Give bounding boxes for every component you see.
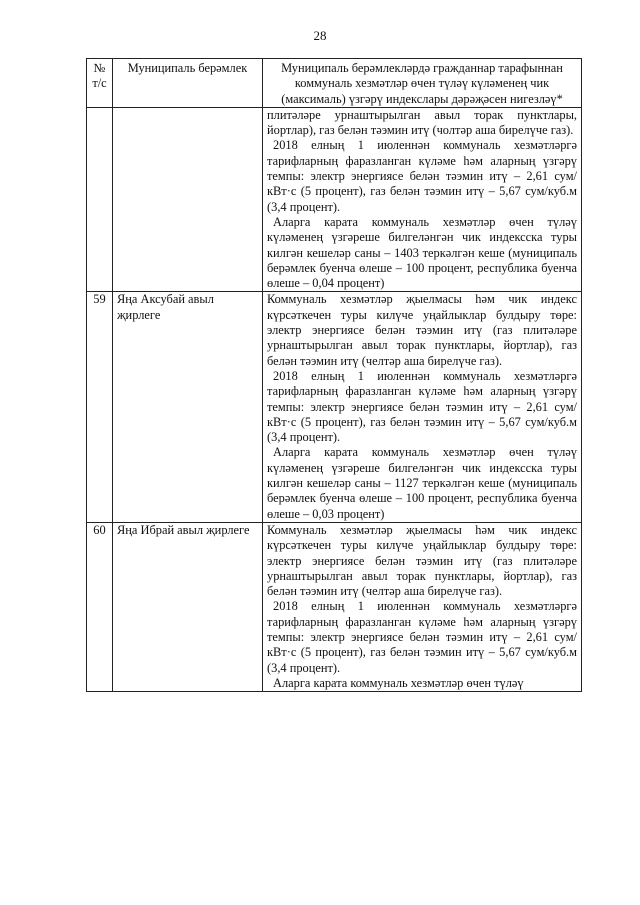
row-paragraph: Аларга карата коммуналь хезмәтләр өчен түләү күләменең үзгәреше билгеләнгән чик индексска туры килгән кешеләр саны – 1403 теркәлгән кеше (муниципаль берәмлек буенча өлеше – 100 процент, республика буенча өлеше – 0,04 процент) bbox=[267, 214, 577, 291]
row-paragraph: Коммуналь хезмәтләр җыелмасы һәм чик индекс күрсәткечен туры килүче уңайлыклар булдыру төре: электр энергиясе белән тәэмин итү (газ плитәләре урнаштырылган авыл торак пунктлары, йортлар), газ белән тәэмин итү (челтәр аша бирелүче газ). bbox=[267, 292, 577, 368]
row-number: 60 bbox=[87, 522, 113, 691]
table-row bbox=[87, 522, 582, 691]
table-row bbox=[87, 107, 582, 292]
row-description bbox=[263, 292, 582, 522]
utility-index-table bbox=[86, 58, 582, 692]
table-header-row bbox=[87, 59, 582, 108]
row-description bbox=[263, 107, 582, 292]
page-number: 28 bbox=[313, 28, 327, 43]
row-number: 59 bbox=[87, 292, 113, 522]
row-description bbox=[263, 522, 582, 691]
row-municipality: Яңа Ибрай авыл җирлеге bbox=[113, 522, 263, 691]
row-municipality: Яңа Аксубай авыл җирлеге bbox=[113, 292, 263, 522]
row-municipality bbox=[113, 107, 263, 292]
row-number bbox=[87, 107, 113, 292]
row-paragraph: Аларга карата коммуналь хезмәтләр өчен түләү күләменең үзгәреше билгеләнгән чик индексска туры килгән кешеләр саны – 1127 теркәлгән кеше (муниципаль берәмлек буенча өлеше – 100 процент, республика буенча өлеше – 0,03 процент) bbox=[267, 445, 577, 521]
header-municipality: Муниципаль берәмлек bbox=[113, 59, 263, 108]
row-paragraph: Коммуналь хезмәтләр җыелмасы һәм чик индекс күрсәткечен туры килүче уңайлыклар булдыру төре: электр энергиясе белән тәэмин итү (газ плитәләре урнаштырылган авыл торак пунктлары, йортлар), газ белән тәэмин итү (челтәр аша бирелүче газ). bbox=[267, 522, 577, 599]
header-justification: Муниципаль берәмлекләрдә гражданнар тарафыннан коммуналь хезмәтләр өчен түләү күләменең чик (максималь) үзгәрү индекслары дәрәҗәсен нигезләү* bbox=[263, 59, 582, 108]
row-paragraph: Аларга карата коммуналь хезмәтләр өчен түләү bbox=[273, 675, 524, 690]
header-number: № т/с bbox=[87, 59, 113, 108]
row-paragraph: 2018 елның 1 июленнән коммуналь хезмәтләргә тарифларның фаразланган күләме һәм аларның үзгәрү темпы: электр энергиясе белән тәэмин итү – 2,61 сум/кВт·с (5 процент), газ белән тәэмин итү – 5,67 сум/куб.м (3,4 процент). bbox=[267, 138, 577, 214]
row-paragraph: плитәләре урнаштырылган авыл торак пунктлары, йортлар), газ белән тәэмин итү (чолтәр аша бирелүче газ). bbox=[267, 107, 577, 138]
row-paragraph: 2018 елның 1 июленнән коммуналь хезмәтләргә тарифларның фаразланган күләме һәм аларның үзгәрү темпы: электр энергиясе белән тәэмин итү – 2,61 сум/кВт·с (5 процент), газ белән тәэмин итү – 5,67 сум/куб.м (3,4 процент). bbox=[267, 368, 577, 445]
row-paragraph: 2018 елның 1 июленнән коммуналь хезмәтләргә тарифларның фаразланган күләме һәм аларның үзгәрү темпы: электр энергиясе белән тәэмин итү – 2,61 сум/кВт·с (5 процент), газ белән тәэмин итү – 5,67 сум/куб.м (3,4 процент). bbox=[267, 599, 577, 675]
table-row bbox=[87, 292, 582, 522]
